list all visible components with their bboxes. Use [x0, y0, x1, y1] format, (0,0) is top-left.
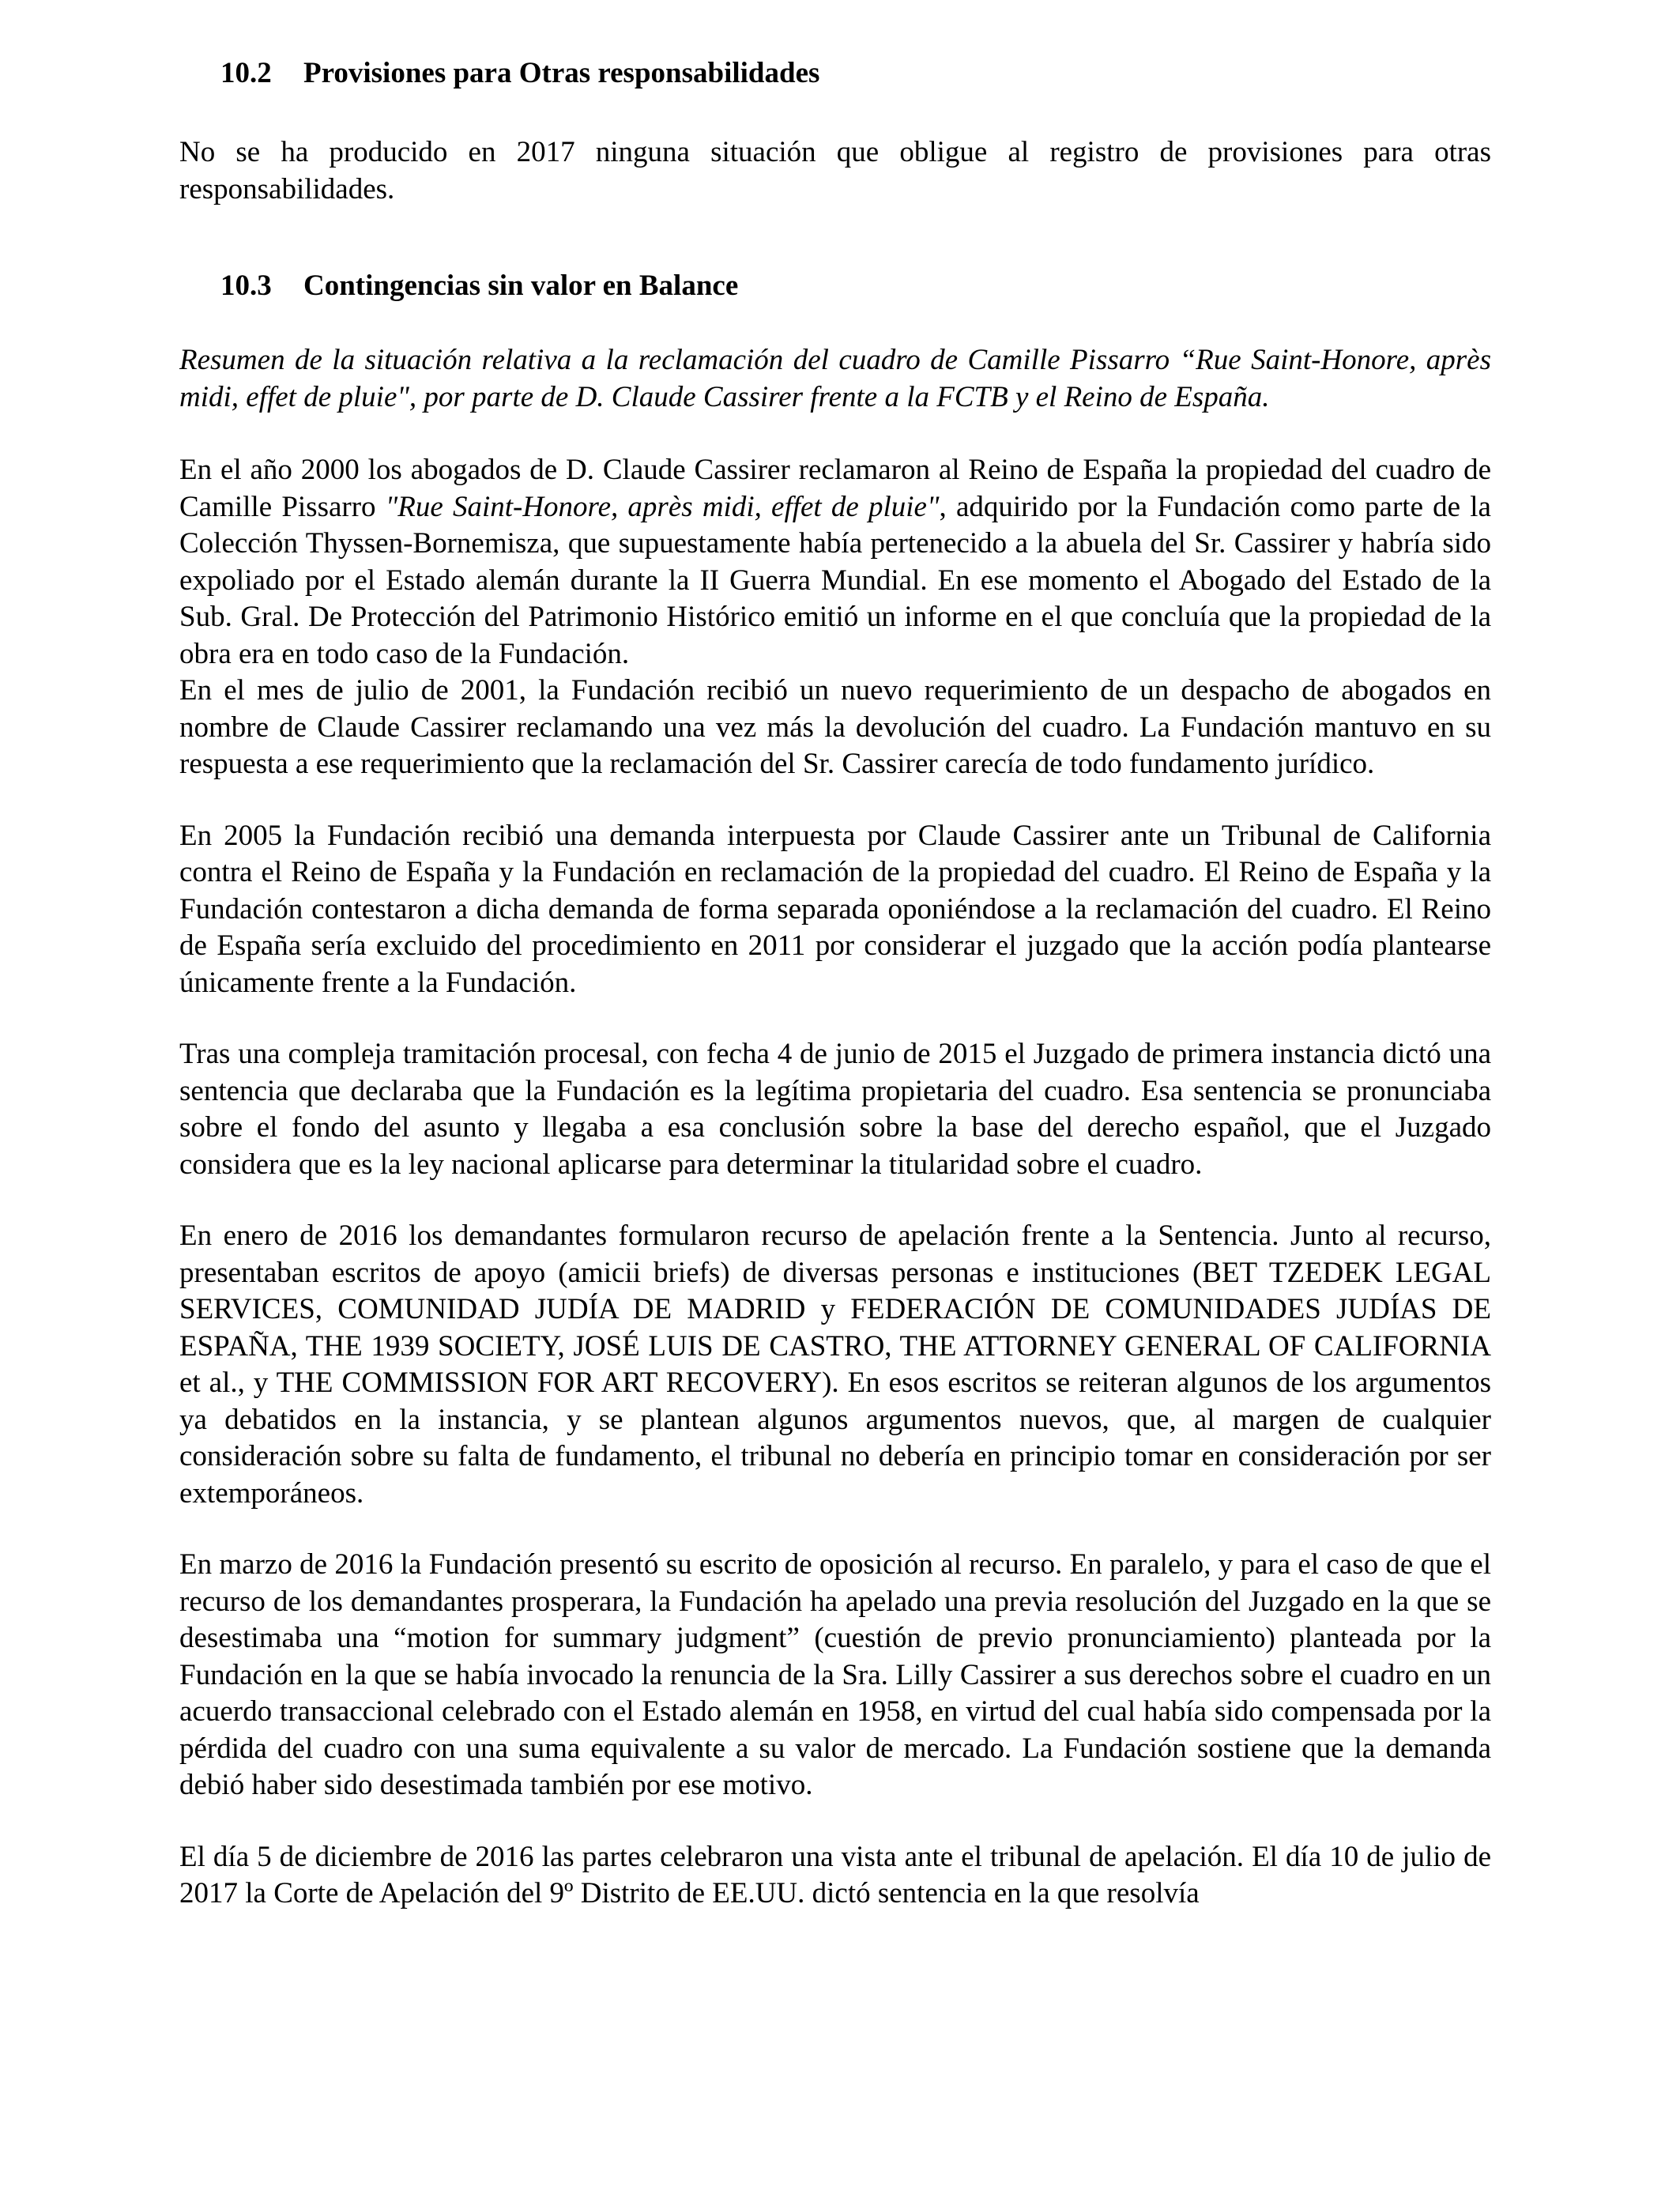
paragraph-3: En 2005 la Fundación recibió una demanda interpuesta por Claude Cassirer ante un Tribunal de California contra el Reino de España y la Fundación en reclamación de la propiedad del cuadro. El Reino de España y la Fundación contestaron a dicha demanda de forma separada oponiéndose a la reclamación del cuadro. El Reino de España sería excluido del procedimiento en 2011 por considerar el juzgado que la acción podía plantearse únicamente frente a la Fundación. [179, 819, 1491, 999]
section-heading-10-2 [179, 55, 1491, 92]
paragraph-1-text-a: En el año 2000 los abogados de D. Claude Cassirer reclamaron al Reino de España la propiedad del cuadro de Camille Pissarro [179, 454, 1491, 523]
paragraph-1 [179, 452, 1491, 673]
section-number: 10.3 [220, 270, 272, 302]
page-content [179, 55, 1491, 1913]
section-heading-10-3 [179, 268, 1491, 304]
paragraph-7: El día 5 de diciembre de 2016 las partes celebraron una vista ante el tribunal de apelación. El día 10 de julio de 2017 la Corte de Apelación del 9º Distrito de EE.UU. dictó sentencia en la que resolvía [179, 1840, 1491, 1909]
paragraph-provisiones: No se ha producido en 2017 ninguna situación que obligue al registro de provisiones para otras responsabilidades. [179, 136, 1491, 205]
paragraph-6: En marzo de 2016 la Fundación presentó su escrito de oposición al recurso. En paralelo, y para el caso de que el recurso de los demandantes prosperara, la Fundación ha apelado una previa resolución del Juzgado en la que se desestimaba una “motion for summary judgment” (cuestión de previo pronunciamiento) planteada por la Fundación en la que se había invocado la renuncia de la Sra. Lilly Cassirer a sus derechos sobre el cuadro en un acuerdo transaccional celebrado con el Estado alemán en 1958, en virtud del cual había sido compensada por la pérdida del cuadro con una suma equivalente a su valor de mercado. La Fundación sostiene que la demanda debió haber sido desestimada también por ese motivo. [179, 1548, 1491, 1801]
section-title: Provisiones para Otras responsabilidades [303, 57, 820, 89]
section-title: Contingencias sin valor en Balance [303, 270, 739, 302]
painting-title: "Rue Saint-Honore, après midi, effet de pluie" [385, 490, 940, 523]
paragraph-5: En enero de 2016 los demandantes formularon recurso de apelación frente a la Sentencia. Junto al recurso, presentaban escritos de apoyo (amicii briefs) de diversas personas e instituciones (BET TZEDEK LEGAL SERVICES, COMUNIDAD JUDÍA DE MADRID y FEDERACIÓN DE COMUNIDADES JUDÍAS DE ESPAÑA, THE 1939 SOCIETY, JOSÉ LUIS DE CASTRO, THE ATTORNEY GENERAL OF CALIFORNIA et al., y THE COMMISSION FOR ART RECOVERY). En esos escritos se reiteran algunos de los argumentos ya debatidos en la instancia, y se plantean algunos argumentos nuevos, que, al margen de cualquier consideración sobre su falta de fundamento, el tribunal no debería en principio tomar en consideración por ser extemporáneos. [179, 1220, 1491, 1510]
paragraph-1-text-b: , adquirido por la Fundación como parte de la Colección Thyssen-Bornemisza, que supuestamente había pertenecido a la abuela del Sr. Cassirer y habría sido expoliado por el Estado alemán durante la II Guerra Mundial. En ese momento el Abogado del Estado de la Sub. Gral. De Protección del Patrimonio Histórico emitió un informe en el que concluía que la propiedad de la obra era en todo caso de la Fundación. [179, 490, 1491, 670]
paragraph-2: En el mes de julio de 2001, la Fundación recibió un nuevo requerimiento de un despacho de abogados en nombre de Claude Cassirer reclamando una vez más la devolución del cuadro. La Fundación mantuvo en su respuesta a ese requerimiento que la reclamación del Sr. Cassirer carecía de todo fundamento jurídico. [179, 674, 1491, 780]
paragraph-4: Tras una compleja tramitación procesal, con fecha 4 de junio de 2015 el Juzgado de primera instancia dictó una sentencia que declaraba que la Fundación es la legítima propietaria del cuadro. Esa sentencia se pronunciaba sobre el fondo del asunto y llegaba a esa conclusión sobre la base del derecho español, que el Juzgado considera que es la ley nacional aplicarse para determinar la titularidad sobre el cuadro. [179, 1038, 1491, 1181]
summary-paragraph: Resumen de la situación relativa a la reclamación del cuadro de Camille Pissarro “Rue Saint-Honore, après midi, effet de pluie", por parte de D. Claude Cassirer frente a la FCTB y el Reino de España. [179, 344, 1491, 413]
section-number: 10.2 [220, 57, 272, 89]
